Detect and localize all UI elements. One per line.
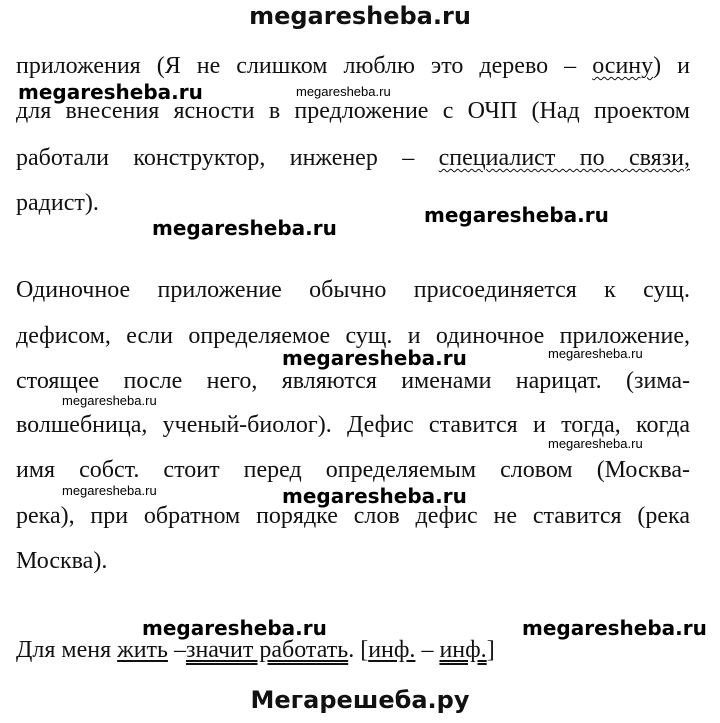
paragraph-2-line-5: имя собст. стоит перед определяемым словом (Москва- — [16, 457, 690, 483]
paragraph-1-line-3 — [16, 144, 690, 172]
watermark: megaresheba.ru — [18, 80, 203, 104]
text: приложения (Я не слишком люблю это дерево – — [16, 53, 593, 79]
watermark: megaresheba.ru — [62, 483, 157, 498]
paragraph-2-line-6: река), при обратном порядке слов дефис не ставится (река — [16, 503, 690, 529]
text: работали конструктор, инженер – — [16, 145, 439, 171]
paragraph-2-line-7: Москва). — [16, 548, 108, 574]
text: ] — [486, 637, 495, 663]
paragraph-2-line-3: стоящее после него, являются именами нарицат. (зима- — [16, 368, 690, 394]
watermark: megaresheba.ru — [142, 616, 327, 640]
footer-site-name: Мегарешеба.ру — [250, 686, 470, 714]
watermark: megaresheba.ru — [282, 346, 467, 370]
paragraph-2-line-1: Одиночное приложение обычно присоединяется к сущ. — [16, 277, 690, 303]
wavy-underlined-word: осину — [592, 53, 654, 79]
wavy-underlined-phrase: специалист по связи, — [438, 145, 690, 171]
analyzed-sentence — [16, 636, 690, 664]
paragraph-2-line-4: волшебница, ученый-биолог). Дефис ставится и тогда, когда — [16, 412, 690, 438]
paragraph-1-line-1 — [16, 52, 690, 80]
text: – — [167, 637, 186, 663]
paragraph-2-line-2: дефисом, если определяемое сущ. и одиночное приложение, — [16, 323, 690, 349]
watermark: megaresheba.ru — [296, 84, 391, 99]
watermark: megaresheba.ru — [152, 216, 337, 240]
text: Для меня — [16, 637, 118, 663]
text: ) и — [653, 53, 690, 79]
watermark: megaresheba.ru — [522, 616, 707, 640]
paragraph-1-line-4: радист). — [16, 190, 99, 216]
scheme-subject: инф. — [368, 637, 416, 663]
watermark: megaresheba.ru — [282, 484, 467, 508]
header-site-name: megaresheba.ru — [249, 2, 471, 30]
paragraph-1-line-2: для внесения ясности в предложение с ОЧП (Над проектом — [16, 98, 690, 124]
subject-word: жить — [117, 637, 168, 663]
watermark: megaresheba.ru — [548, 346, 643, 361]
scheme-predicate: инф. — [439, 637, 487, 663]
predicate-phrase: значит работать — [185, 637, 349, 663]
text: – — [415, 637, 440, 663]
watermark: megaresheba.ru — [548, 436, 643, 451]
watermark: megaresheba.ru — [62, 393, 157, 408]
watermark: megaresheba.ru — [424, 203, 609, 227]
text: . [ — [348, 637, 369, 663]
